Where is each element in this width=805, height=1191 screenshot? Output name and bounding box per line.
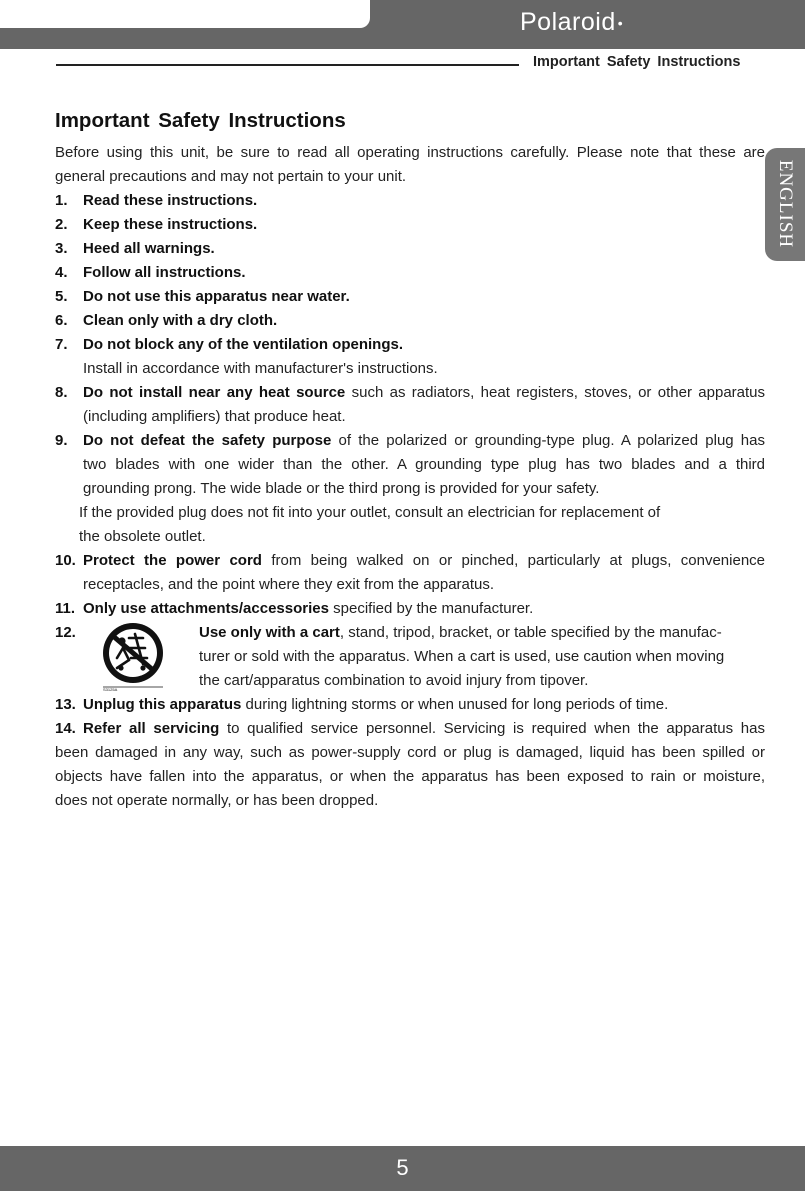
item-4-number: 4. xyxy=(55,264,68,281)
item-11-heading: Only use attachments/accessories xyxy=(83,600,329,617)
item-8-heading: Do not install near any heat source xyxy=(83,384,346,401)
item-12-text-2: turer or sold with the apparatus. When a cart is used, use caution when moving xyxy=(199,648,725,665)
item-13-heading: Unplug this apparatus xyxy=(83,696,242,713)
item-14-heading: Refer all servicing xyxy=(83,720,220,737)
cart-warning-icon xyxy=(99,620,167,692)
item-1-text: Read these instructions. xyxy=(83,192,258,209)
item-12-heading: Use only with a cart xyxy=(199,624,340,641)
item-14-text-2: been damaged in any way, such as power-supply cord or plug is damaged, liquid has been spilled or xyxy=(55,744,765,761)
intro-line-2: general precautions and may not pertain to your unit. xyxy=(55,168,407,185)
page-number: 5 xyxy=(396,1155,409,1180)
item-9-text-1: of the polarized or grounding-type plug. A polarized plug has xyxy=(331,432,765,449)
header-white-tab xyxy=(0,0,370,28)
item-6-text: Clean only with a dry cloth. xyxy=(83,312,278,329)
item-10-text-1: from being walked on or pinched, particularly at plugs, convenience xyxy=(261,552,766,569)
item-7-heading: Do not block any of the ventilation openings. xyxy=(83,336,404,353)
item-12-text-1: , stand, tripod, bracket, or table specified by the manufac- xyxy=(339,624,722,641)
brand-logo xyxy=(520,8,623,37)
item-13-number: 13. xyxy=(55,696,76,713)
item-14-number: 14. xyxy=(55,720,76,737)
item-9-text-3: grounding prong. The wide blade or the third prong is provided for your safety. xyxy=(83,480,600,497)
item-2-text: Keep these instructions. xyxy=(83,216,258,233)
cart-sign-code: S3125A xyxy=(103,687,118,692)
footer-bar xyxy=(0,1146,805,1191)
item-8-text-1: such as radiators, heat registers, stoves, or other apparatus xyxy=(345,384,766,401)
item-3-number: 3. xyxy=(55,240,68,257)
item-14-text-3: objects have fallen into the apparatus, or when the apparatus has been exposed to rain or moisture, xyxy=(55,768,765,785)
item-9-text-5: the obsolete outlet. xyxy=(79,528,206,545)
language-tab-label: ENGLISH xyxy=(775,159,796,249)
item-1-number: 1. xyxy=(55,192,68,209)
item-14-text-1: to qualified service personnel. Servicing is required when the apparatus has xyxy=(219,720,765,737)
item-4-text: Follow all instructions. xyxy=(83,264,246,281)
item-12-number: 12. xyxy=(55,624,76,641)
brand-dot: • xyxy=(617,15,624,32)
item-10-number: 10. xyxy=(55,552,76,569)
item-5-text: Do not use this apparatus near water. xyxy=(83,288,350,305)
item-10-heading: Protect the power cord xyxy=(83,552,262,569)
item-10-text-2: receptacles, and the point where they exit from the apparatus. xyxy=(83,576,495,593)
page-title: Important Safety Instructions xyxy=(55,109,346,132)
item-8-text-2: (including amplifiers) that produce heat. xyxy=(83,408,346,425)
header-bar xyxy=(0,0,805,49)
item-11-text: specified by the manufacturer. xyxy=(328,600,534,617)
item-3-text: Heed all warnings. xyxy=(83,240,215,257)
brand-name: Polaroid xyxy=(520,8,616,36)
item-14-text-4: does not operate normally, or has been dropped. xyxy=(55,792,379,809)
item-5-number: 5. xyxy=(55,288,68,305)
item-7-number: 7. xyxy=(55,336,68,353)
item-9-heading: Do not defeat the safety purpose xyxy=(83,432,332,449)
item-7-text: Install in accordance with manufacturer's instructions. xyxy=(83,360,438,377)
item-9-number: 9. xyxy=(55,432,68,449)
item-9-text-2: two blades with one wider than the other. A grounding type plug has two blades and a third xyxy=(83,456,765,473)
item-2-number: 2. xyxy=(55,216,68,233)
item-8-number: 8. xyxy=(55,384,68,401)
running-title: Important Safety Instructions xyxy=(533,54,741,70)
intro-line-1: Before using this unit, be sure to read all operating instructions carefully. Please note that these are xyxy=(55,144,765,161)
item-6-number: 6. xyxy=(55,312,68,329)
header-rule xyxy=(56,64,519,66)
item-13-text: during lightning storms or when unused for long periods of time. xyxy=(241,696,669,713)
item-11-number: 11. xyxy=(55,600,76,617)
language-tab[interactable] xyxy=(765,148,805,261)
item-9-text-4: If the provided plug does not fit into your outlet, consult an electrician for replacement of xyxy=(79,504,661,521)
item-12-text-3: the cart/apparatus combination to avoid injury from tipover. xyxy=(199,672,589,689)
